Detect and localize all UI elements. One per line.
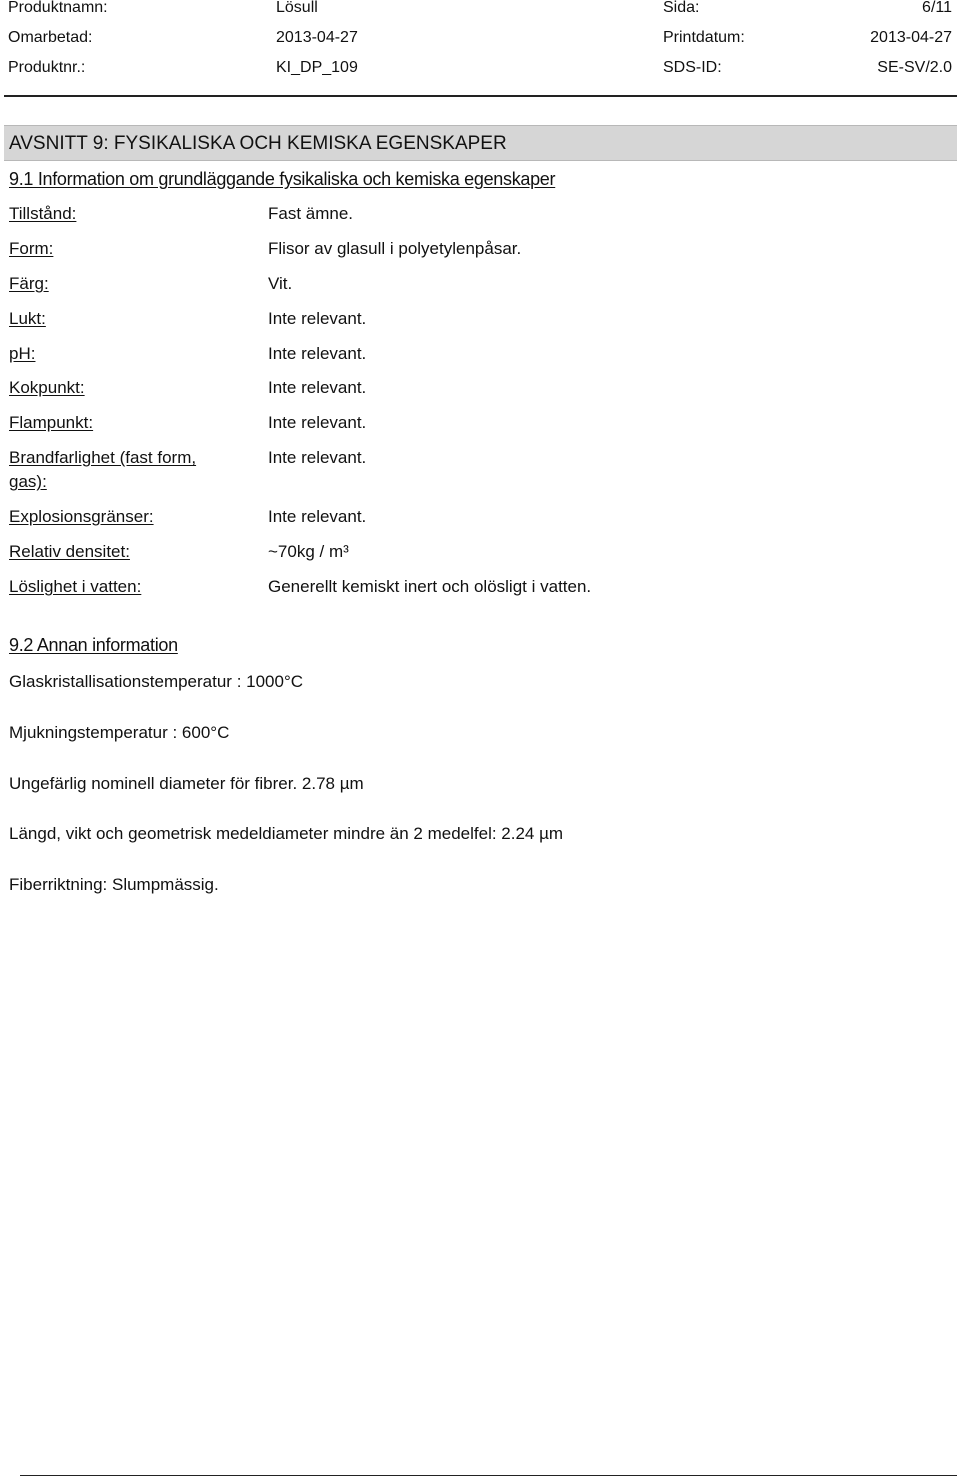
property-value-explosionsgranser: Inte relevant.	[268, 507, 367, 526]
product-no-value: KI_DP_109	[276, 59, 358, 76]
property-value-loslighet: Generellt kemiskt inert och olösligt i vatten.	[268, 577, 592, 596]
property-value-lukt: Inte relevant.	[268, 309, 367, 328]
property-value-farg: Vit.	[268, 274, 293, 293]
subsection-heading-9-1: 9.1 Information om grundläggande fysikaliska och kemiska egenskaper	[9, 169, 556, 189]
product-name-value: Lösull	[276, 0, 318, 16]
footer-divider	[20, 1475, 957, 1476]
property-value-form: Flisor av glasull i polyetylenpåsar.	[268, 239, 522, 258]
print-date-label: Printdatum:	[663, 29, 745, 46]
header-divider	[4, 95, 957, 97]
property-value-kokpunkt: Inte relevant.	[268, 378, 367, 397]
page-value: 6/11	[922, 0, 952, 16]
property-value-relativ-densitet: ~70kg / m³	[268, 542, 349, 561]
subsection-heading-9-2: 9.2 Annan information	[9, 635, 178, 655]
property-label-farg: Färg:	[9, 274, 49, 293]
property-value-brandfarlighet: Inte relevant.	[268, 448, 367, 467]
property-value-flampunkt: Inte relevant.	[268, 413, 367, 432]
print-date-value: 2013-04-27	[870, 29, 952, 46]
property-value-tillstand: Fast ämne.	[268, 204, 354, 223]
property-label-relativ-densitet: Relativ densitet:	[9, 542, 130, 561]
property-value-ph: Inte relevant.	[268, 344, 367, 363]
property-label-lukt: Lukt:	[9, 309, 46, 328]
sds-id-label: SDS-ID:	[663, 59, 722, 76]
info-glass-crystallization: Glaskristallisationstemperatur : 1000°C	[9, 672, 304, 691]
property-label-tillstand: Tillstånd:	[9, 204, 77, 223]
property-label-brandfarlighet: Brandfarlighet (fast form, gas):	[9, 448, 197, 491]
sds-id-value: SE-SV/2.0	[877, 59, 952, 76]
product-name-label: Produktnamn:	[8, 0, 108, 16]
section-title: AVSNITT 9: FYSIKALISKA OCH KEMISKA EGENSKAPER	[9, 133, 507, 154]
info-softening-temperature: Mjukningstemperatur : 600°C	[9, 723, 230, 742]
property-label-loslighet: Löslighet i vatten:	[9, 577, 142, 596]
property-label-form: Form:	[9, 239, 54, 258]
info-geometric-mean-diameter: Längd, vikt och geometrisk medeldiameter mindre än 2 medelfel: 2.24 µm	[9, 824, 564, 843]
revised-value: 2013-04-27	[276, 29, 358, 46]
property-label-flampunkt: Flampunkt:	[9, 413, 94, 432]
property-label-ph: pH:	[9, 344, 36, 363]
info-fiber-diameter: Ungefärlig nominell diameter för fibrer. 2.78 µm	[9, 774, 364, 793]
property-label-explosionsgranser: Explosionsgränser:	[9, 507, 154, 526]
info-fiber-orientation: Fiberriktning: Slumpmässig.	[9, 875, 219, 894]
property-label-kokpunkt: Kokpunkt:	[9, 378, 85, 397]
revised-label: Omarbetad:	[8, 29, 93, 46]
product-no-label: Produktnr.:	[8, 59, 86, 76]
page-label: Sida:	[663, 0, 700, 16]
